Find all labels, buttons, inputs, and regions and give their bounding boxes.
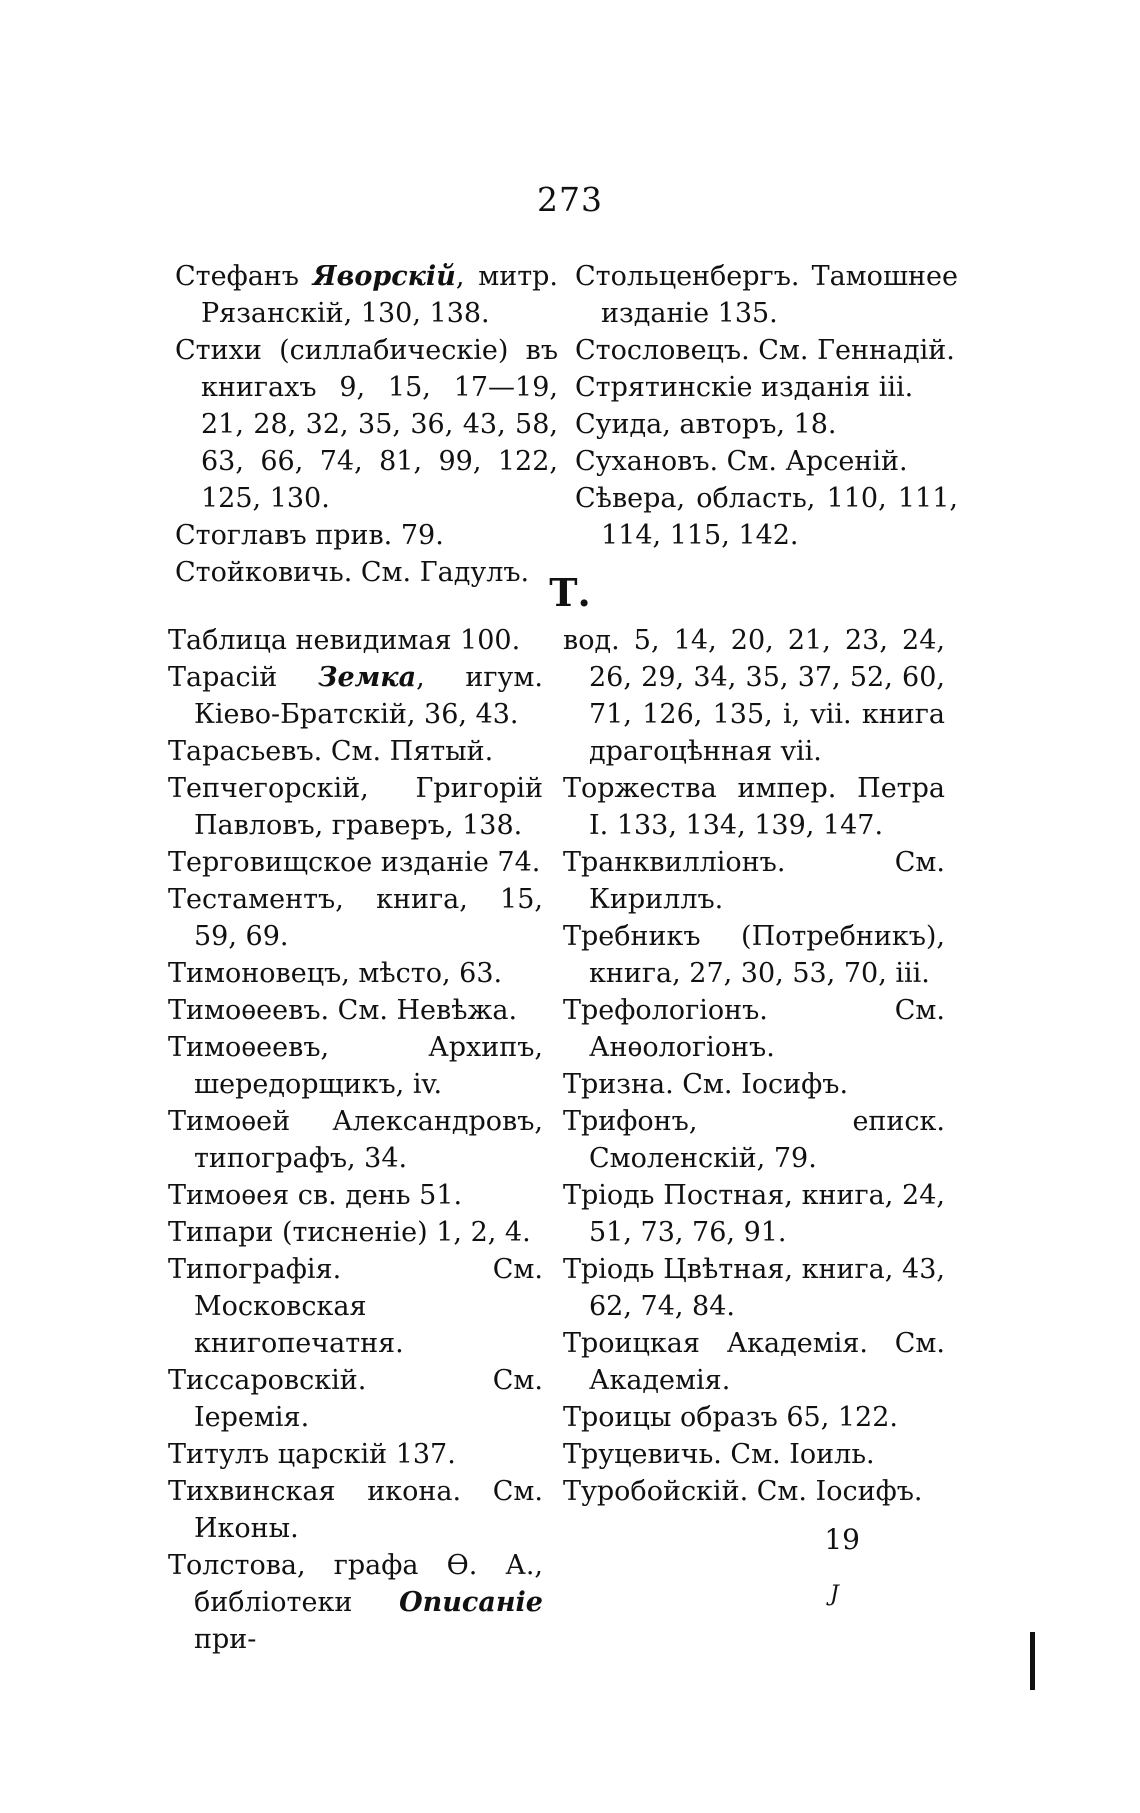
index-entry: Туробойскій. См. Іосифъ. bbox=[563, 1476, 923, 1507]
index-entry: Троицы образъ 65, 122. bbox=[563, 1402, 898, 1433]
index-entry: Трефологіонъ. См. Анѳологіонъ. bbox=[563, 995, 945, 1063]
index-entry: Труцевичь. См. Іоиль. bbox=[563, 1439, 875, 1470]
index-entry: Тимоновецъ, мѣсто, 63. bbox=[168, 958, 503, 989]
index-entry: Суида, авторъ, 18. bbox=[575, 409, 837, 440]
index-entry: Тризна. См. Іосифъ. bbox=[563, 1069, 849, 1100]
index-column-bottom-right bbox=[563, 622, 945, 1510]
index-entry: Стихи (силлабическіе) въ книгахъ 9, 15, 17—19, 21, 28, 32, 35, 36, 43, 58, 63, 66, 74, 81, 99, 122, 125, 130. bbox=[175, 335, 558, 514]
index-entry: Тріодь Цвѣтная, книга, 43, 62, 74, 84. bbox=[563, 1254, 945, 1322]
index-entry: Трифонъ, еписк. Смоленскій, 79. bbox=[563, 1106, 945, 1174]
index-entry: Стойковичь. См. Гадулъ. bbox=[175, 557, 530, 588]
index-entry: Таблица невидимая 100. bbox=[168, 625, 521, 656]
index-entry: Стефанъ Яворскій, митр. Рязанскій, 130, 138. bbox=[175, 261, 558, 329]
index-entry: Стословецъ. См. Геннадій. bbox=[575, 335, 955, 366]
index-entry: Тимоѳеевъ, Архипъ, шередорщикъ, iv. bbox=[168, 1032, 543, 1100]
section-letter: Т. bbox=[549, 570, 591, 615]
index-entry: Тимоѳей Александровъ, типографъ, 34. bbox=[168, 1106, 543, 1174]
index-entry: Стрятинскіе изданія iii. bbox=[575, 372, 914, 403]
index-entry: Тимоѳея св. день 51. bbox=[168, 1180, 463, 1211]
index-column-top-left bbox=[175, 258, 558, 591]
index-entry: Толстова, графа Ѳ. А., библіотеки Описаніе при- bbox=[168, 1550, 543, 1655]
index-entry: Тарасьевъ. См. Пятый. bbox=[168, 736, 494, 767]
index-column-bottom-left bbox=[168, 622, 543, 1658]
index-entry: Троицкая Академія. См. Академія. bbox=[563, 1328, 945, 1396]
index-entry: Типографія. См. Московская книгопечатня. bbox=[168, 1254, 543, 1359]
index-entry: Стольценбергъ. Тамошнее изданіе 135. bbox=[575, 261, 958, 329]
index-entry: Типари (тисненіе) 1, 2, 4. bbox=[168, 1217, 531, 1248]
index-entry: Тріодь Постная, книга, 24, 51, 73, 76, 91. bbox=[563, 1180, 945, 1248]
margin-mark: J bbox=[830, 1582, 839, 1607]
index-entry: Терговищское изданіе 74. bbox=[168, 847, 541, 878]
index-entry: Тимоѳеевъ. См. Невѣжа. bbox=[168, 995, 518, 1026]
page-number: 273 bbox=[537, 180, 603, 219]
index-entry: Сухановъ. См. Арсеній. bbox=[575, 446, 908, 477]
index-entry: Тиссаровскій. См. Іеремія. bbox=[168, 1365, 543, 1433]
index-entry: Стоглавъ прив. 79. bbox=[175, 520, 444, 551]
index-entry: вод. 5, 14, 20, 21, 23, 24, 26, 29, 34, 35, 37, 52, 60, 71, 126, 135, i, vii. книга драгоцѣнная vii. bbox=[563, 625, 945, 767]
margin-stroke bbox=[1030, 1632, 1035, 1690]
index-entry: Транквилліонъ. См. Кириллъ. bbox=[563, 847, 945, 915]
index-entry: Тихвинская икона. См. Иконы. bbox=[168, 1476, 543, 1544]
index-entry: Требникъ (Потребникъ), книга, 27, 30, 53, 70, iii. bbox=[563, 921, 945, 989]
index-entry: Торжества импер. Петра I. 133, 134, 139, 147. bbox=[563, 773, 945, 841]
index-entry: Тарасій Земка, игум. Кіево-Братскій, 36, 43. bbox=[168, 662, 544, 730]
index-entry: Тепчегорскій, Григорій Павловъ, граверъ, 138. bbox=[168, 773, 543, 841]
signature-mark: 19 bbox=[824, 1523, 860, 1556]
index-entry: Сѣвера, область, 110, 111, 114, 115, 142. bbox=[575, 483, 958, 551]
index-entry: Титулъ царскій 137. bbox=[168, 1439, 456, 1470]
index-column-top-right bbox=[575, 258, 958, 554]
index-entry: Тестаментъ, книга, 15, 59, 69. bbox=[168, 884, 543, 952]
